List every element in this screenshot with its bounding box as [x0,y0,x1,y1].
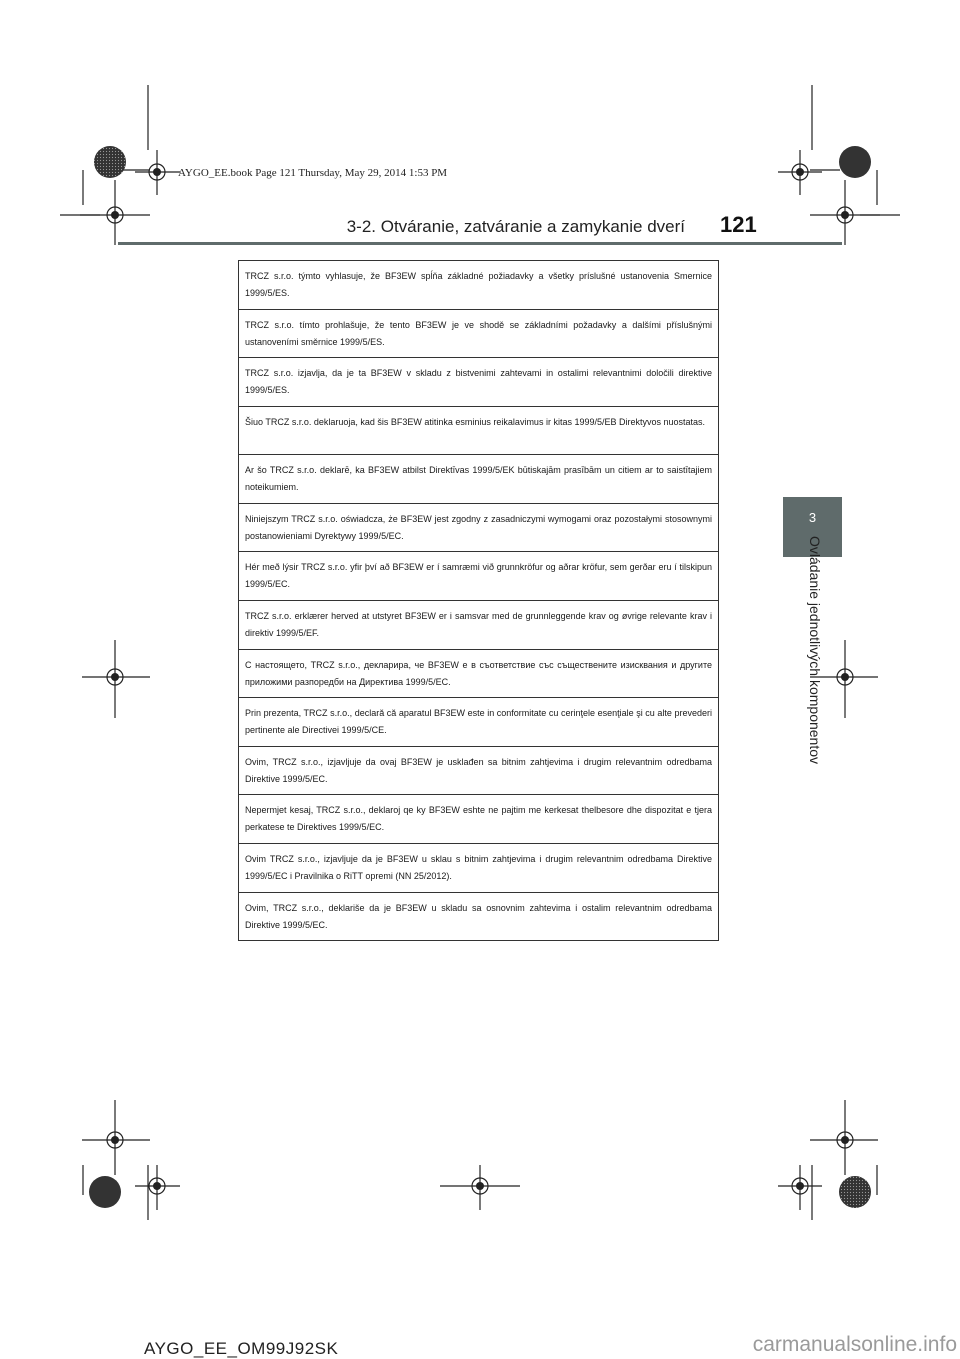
chapter-label: Ovládanie jednotlivých komponentov [807,535,823,765]
book-header: AYGO_EE.book Page 121 Thursday, May 29, 2014 1:53 PM [178,167,448,179]
declaration-row-no: TRCZ s.r.o. erklærer herved at utstyret BF3EW er i samsvar med de grunnleggende krav og øvrige relevante krav i direktiv 1999/5/EF. [239,601,718,650]
declaration-row-bg: С настоящето, TRCZ s.r.o., декларира, че BF3EW е в съответствие със съществените изисквания и другите приложими разпоредби на Директива 1999/5/ЕС. [239,650,718,699]
declaration-row-bs: Ovim, TRCZ s.r.o., izjavljuje da ovaj BF3EW je usklađen sa bitnim zahtjevima i drugim relevantnim odredbama Direktive 1999/5/EC. [239,747,718,796]
declaration-row-hr: Ovim TRCZ s.r.o., izjavljuje da je BF3EW u sklau s bitnim zahtjevima i drugim relevantnim odredbama Direktive 1999/5/EC i Pravilnika o RiTT opremi (NN 25/2012). [239,844,718,893]
declaration-row-sq: Nepermjet kesaj, TRCZ s.r.o., deklaroj qe ky BF3EW eshte ne pajtim me kerkesat thelbesore dhe dispozitat e tjera perkatese te Direktives 1999/5/EC. [239,795,718,844]
section-title: 3-2. Otváranie, zatváranie a zamykanie dverí [346,217,685,236]
declaration-row-pl: Niniejszym TRCZ s.r.o. oświadcza, że BF3EW jest zgodny z zasadniczymi wymogami oraz pozostałymi stosownymi postanowieniami Dyrektywy 1999/5/EC. [239,504,718,553]
declaration-row-is: Hér með lýsir TRCZ s.r.o. yfir því að BF3EW er í samræmi við grunnkröfur og aðrar kröfur, sem gerðar eru í tilskipun 1999/5/EC. [239,552,718,601]
declaration-row-cs: TRCZ s.r.o. tímto prohlašuje, že tento BF3EW je ve shodě se základními požadavky a dalšími příslušnými ustanoveními směrnice 1999/5/ES. [239,310,718,359]
chapter-number: 3 [808,510,817,525]
page-number: 121 [720,212,757,237]
declaration-row-lv: Ar šo TRCZ s.r.o. deklarē, ka BF3EW atbilst Direktīvas 1999/5/EK būtiskajām prasībām un citiem ar to saistītajiem noteikumiem. [239,455,718,504]
declaration-row-sk: TRCZ s.r.o. týmto vyhlasuje, že BF3EW spĺňa základné požiadavky a všetky príslušné ustanovenia Smernice 1999/5/ES. [239,261,718,310]
declarations-table [238,260,719,941]
declaration-row-ro: Prin prezenta, TRCZ s.r.o., declară că aparatul BF3EW este in conformitate cu cerinţele esenţiale şi cu alte prevederi pertinente ale Directivei 1999/5/CE. [239,698,718,747]
footer-code: AYGO_EE_OM99J92SK [144,1339,339,1358]
header-rule [118,242,842,245]
watermark: carmanualsonline.info [752,1333,957,1356]
declaration-row-sr: Ovim, TRCZ s.r.o., deklariše da je BF3EW u skladu sa osnovnim zahtevima i ostalim relevantnim odredbama Direktive 1999/5/EC. [245,902,712,930]
declaration-row-sl: TRCZ s.r.o. izjavlja, da je ta BF3EW v skladu z bistvenimi zahtevami in ostalimi relevantnimi določili direktive 1999/5/ES. [239,358,718,407]
declaration-row-lt: Šiuo TRCZ s.r.o. deklaruoja, kad šis BF3EW atitinka esminius reikalavimus ir kitas 1999/5/EB Direktyvos nuostatas. [239,407,718,456]
